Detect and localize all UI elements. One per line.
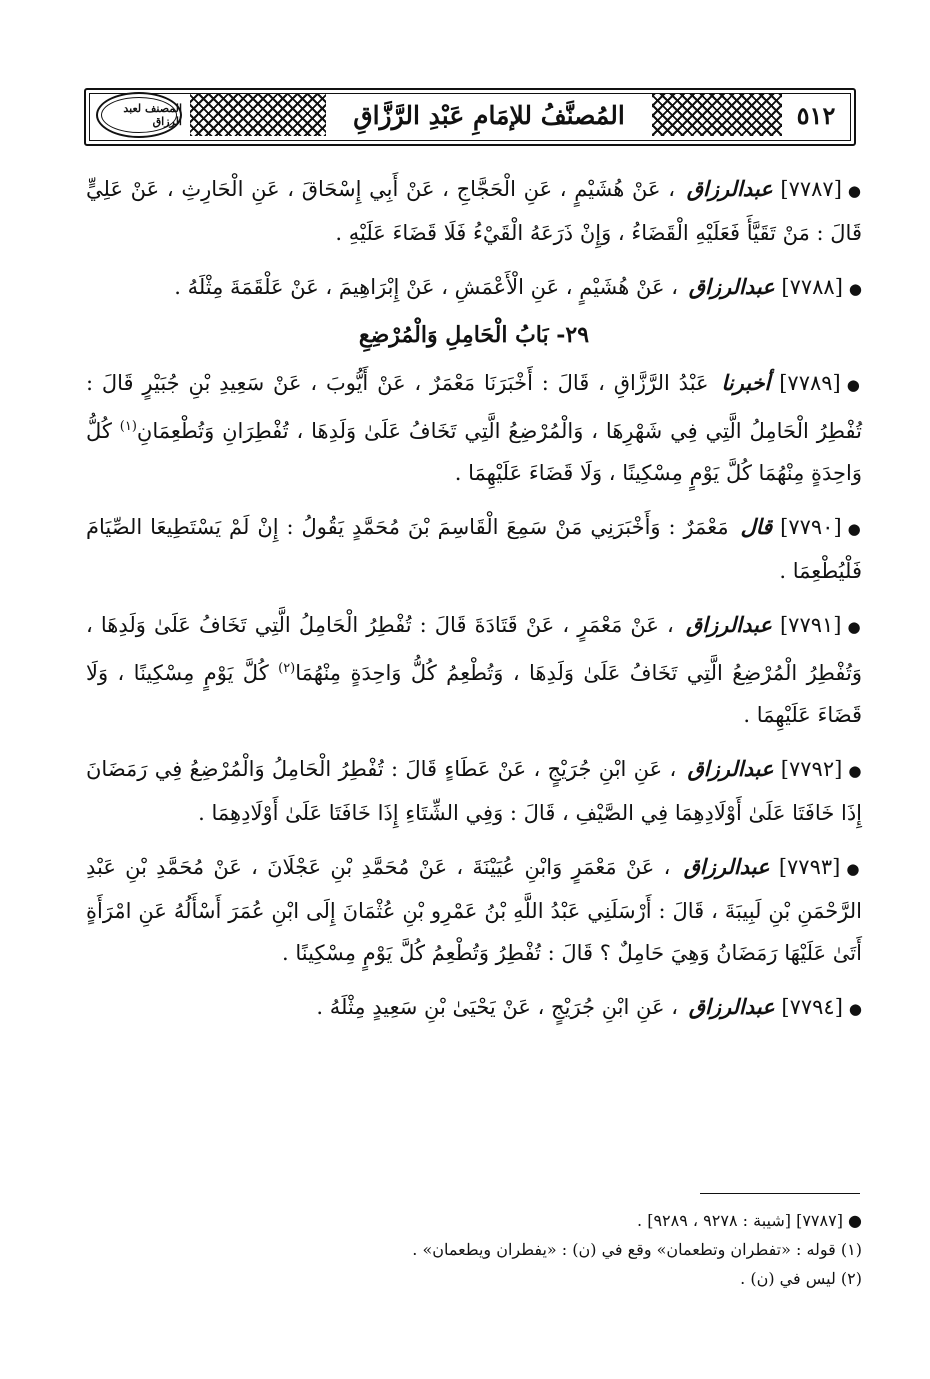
book-emblem: [96, 92, 182, 138]
hadith-number: [٧٧٨٩]: [779, 371, 841, 395]
narrator: عبدالرزاق: [687, 756, 774, 781]
hadith-number: [٧٧٩٠]: [780, 515, 842, 539]
hadith-text: ، عَنْ هُشَيْمٍ ، عَنِ الْحَجَّاجِ ، عَنْ أَبِي إِسْحَاقَ ، عَنِ الْحَارِثِ ، عَنْ عَلِيٍّ قَالَ : مَنْ تَقَيَّأَ فَعَلَيْهِ الْقَضَاءُ ، وَإِنْ ذَرَعَهُ الْقَيْءُ فَلَا قَضَاءَ عَلَيْهِ .: [86, 177, 862, 245]
ornament-left: [190, 94, 326, 136]
hadith-7790: [86, 506, 862, 592]
footnote-1: (١) قوله : «تفطران وتطعمان» وقع في (ن) : «يفطران ويطعمان» .: [412, 1240, 862, 1259]
footnote-mark: (٢): [278, 661, 296, 676]
hadith-number: [٧٧٩١]: [779, 613, 842, 637]
hadith-7787: [86, 168, 862, 254]
hadith-text: عَبْدُ الرَّزَّاقِ ، قَالَ : أَخْبَرَنَا مَعْمَرٌ ، عَنْ أَيُّوبَ ، عَنْ سَعِيدِ بْنِ جُبَيْرٍ قَالَ : تُفْطِرُ الْحَامِلُ الَّتِي فِي شَهْرِهَا ، وَالْمُرْضِعُ الَّتِي تَخَافُ عَلَىٰ وَلَدِهَا ، تُفْطِرَانِ وَتُطْعِمَانِ: [86, 371, 862, 443]
emblem-text: المصنف لعبد الرزاق: [123, 102, 182, 128]
narrator: قال: [740, 514, 773, 539]
ornament-right: [652, 94, 782, 136]
bullet-icon: ●: [847, 520, 862, 538]
bullet-icon: ●: [848, 1000, 862, 1018]
narrator: عبدالرزاق: [686, 176, 773, 201]
hadith-text: ، عَنْ مَعْمَرٍ ، عَنْ قَتَادَةَ قَالَ : تُفْطِرُ الْحَامِلُ الَّتِي تَخَافُ عَلَىٰ وَلَدِهَا ، وَتُفْطِرُ الْمُرْضِعُ الَّتِي تَخَافُ عَلَىٰ وَلَدِهَا ، وَتُطْعِمُ كُلُّ وَاحِدَةٍ مِنْهُمَا: [86, 613, 862, 685]
hadith-text: ، عَنْ مَعْمَرٍ وَابْنِ عُيَيْنَةَ ، عَنْ مُحَمَّدِ بْنِ عَجْلَانَ ، عَنْ مُحَمَّدِ بْنِ عَبْدِ الرَّحْمَنِ بْنِ لَبِيبَةَ ، قَالَ : أَرْسَلَنِي عَبْدُ اللَّهِ بْنُ عَمْرِو بْنِ عُثْمَانَ إِلَى ابْنِ عُمَرَ أَسْأَلُهُ عَنِ امْرَأَةٍ أَتَىٰ عَلَيْهَا رَمَضَانُ وَهِيَ حَامِلٌ ؟ قَالَ : تُفْطِرُ وَتُطْعِمُ كُلَّ يَوْمٍ مِسْكِينًا .: [86, 855, 862, 965]
main-text: [86, 168, 862, 1042]
bullet-icon: ●: [847, 618, 862, 636]
footnote-source: ● [٧٧٨٧] [شيبة : ٩٢٧٨ ، ٩٢٨٩] .: [637, 1211, 862, 1230]
hadith-7792: [86, 748, 862, 834]
bullet-icon: ●: [846, 860, 862, 878]
hadith-text: ، عَنِ ابْنِ جُرَيْجٍ ، عَنْ عَطَاءٍ قَالَ : تُفْطِرُ الْحَامِلُ وَالْمُرْضِعُ فِي رَمَضَانَ إِذَا خَافَتَا عَلَىٰ أَوْلَادِهِمَا فِي الصَّيْفِ ، قَالَ : وَفِي الشِّتَاءِ إِذَا خَافَتَا عَلَىٰ أَوْلَادِهِمَا .: [86, 757, 862, 825]
hadith-number: [٧٧٩٣]: [778, 855, 841, 879]
hadith-number: [٧٧٩٤]: [781, 995, 843, 1019]
hadith-number: [٧٧٨٨]: [781, 275, 843, 299]
bullet-icon: ●: [848, 280, 862, 298]
running-title: المُصنَّفُ للإمَامِ عَبْدِ الرَّزَّاقِ: [353, 100, 625, 130]
footnote-2: (٢) ليس في (ن) .: [740, 1269, 862, 1288]
hadith-text: مَعْمَرٌ : وَأَخْبَرَنِي مَنْ سَمِعَ الْقَاسِمَ بْنَ مُحَمَّدٍ يَقُولُ : إِنْ لَمْ يَسْتَطِيعَا الصِّيَامَ فَلْيُطْعِمَا .: [86, 515, 862, 583]
narrator: عبدالرزاق: [685, 612, 772, 637]
narrator: أخبرنا: [721, 370, 771, 395]
hadith-7791: [86, 604, 862, 736]
narrator: عبدالرزاق: [688, 994, 775, 1019]
footnotes: [86, 1206, 862, 1293]
bullet-icon: ●: [848, 762, 862, 780]
hadith-7789: [86, 362, 862, 494]
hadith-text-continued: كُلَّ يَوْمٍ مِسْكِينًا ، وَلَا قَضَاءَ عَلَيْهِمَا .: [86, 661, 862, 727]
page-header: [84, 88, 856, 146]
chapter-heading: ٢٩- بَابُ الْحَامِلِ وَالْمُرْضِعِ: [358, 322, 590, 348]
hadith-text: ، عَنْ هُشَيْمٍ ، عَنِ الْأَعْمَشِ ، عَنْ إِبْرَاهِيمَ ، عَنْ عَلْقَمَةَ مِثْلَهُ .: [174, 275, 679, 299]
hadith-text: ، عَنِ ابْنِ جُرَيْجٍ ، عَنْ يَحْيَىٰ بْنِ سَعِيدٍ مِثْلَهُ .: [316, 995, 679, 1019]
hadith-text-continued: كُلُّ وَاحِدَةٍ مِنْهُمَا كُلَّ يَوْمٍ مِسْكِينًا ، وَلَا قَضَاءَ عَلَيْهِمَا .: [86, 419, 862, 485]
narrator: عبدالرزاق: [683, 854, 770, 879]
hadith-number: [٧٧٨٧]: [780, 177, 842, 201]
hadith-number: [٧٧٩٢]: [780, 757, 843, 781]
hadith-7793: [86, 846, 862, 974]
footnote-mark: (١): [119, 419, 137, 434]
footnote-divider: [700, 1193, 860, 1194]
hadith-7788: [86, 266, 862, 310]
hadith-7794: [86, 986, 862, 1030]
narrator: عبدالرزاق: [688, 274, 775, 299]
bullet-icon: ●: [847, 182, 862, 200]
bullet-icon: ●: [846, 376, 862, 394]
page-number: ٥١٢: [796, 100, 836, 130]
